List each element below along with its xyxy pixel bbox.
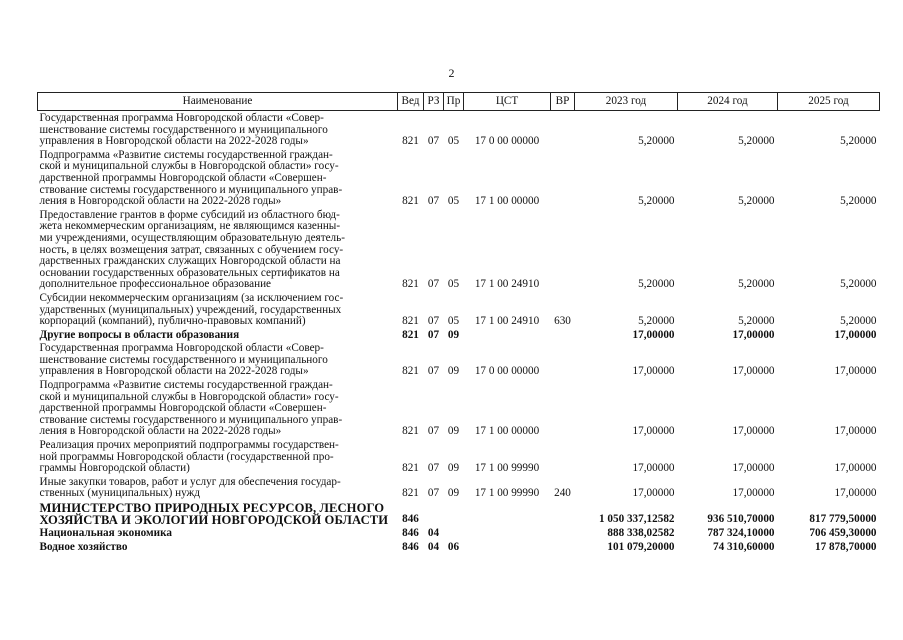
row-vr [551,540,575,554]
row-2025: 17,00000 [834,487,877,500]
row-ved: 846 [402,527,419,539]
row-ved: 821 [402,462,419,475]
row-ved: 846 [402,513,419,526]
header-ved: Вед [398,93,424,111]
header-rz: РЗ [424,93,444,111]
row-rz: 04 [427,527,440,539]
row-2023: 101 079,20000 [607,540,675,553]
table-row [38,148,880,208]
row-vr [551,378,575,438]
row-ved: 821 [402,135,419,148]
row-2023: 888 338,02582 [607,527,675,539]
row-cst [464,526,551,540]
header-2023: 2023 год [575,93,678,111]
row-name: Подпрограмма «Развитие системы государственной граждан- ской и муниципальной службы в Новгородской области» госу- дарственной программы Новгородской области «Совершен- ствование системы государственного и муниципального управ- ления в Новгородской области на 2022-2028 годы» [39,379,343,438]
row-ved: 821 [402,328,419,341]
row-vr [551,341,575,378]
row-ved: 846 [402,540,419,553]
row-2024: 5,20000 [738,315,775,328]
row-name: Государственная программа Новгородской области «Совер- шенствование системы государственного и муниципального управления в Новгородской области на 2022-2028 годы» [39,342,328,378]
row-2023: 5,20000 [638,135,675,148]
row-ved: 821 [402,195,419,208]
row-ved: 821 [402,425,419,438]
row-2024: 787 324,10000 [707,527,775,539]
row-rz: 07 [427,195,440,208]
row-2023: 17,00000 [632,487,675,500]
row-2024: 5,20000 [738,135,775,148]
row-cst [464,500,551,526]
row-vr [551,526,575,540]
row-cst [464,540,551,554]
row-2023: 17,00000 [632,425,675,438]
row-vr: 630 [554,315,571,328]
table-row [38,475,880,500]
table-row [38,208,880,291]
table-row [38,111,880,148]
row-name: Иные закупки товаров, работ и услуг для обеспечения государ- ственных (муниципальных) нужд [39,475,341,500]
row-name: Национальная экономика [39,527,172,539]
row-2025: 5,20000 [840,278,877,291]
row-2025: 17,00000 [834,365,877,378]
row-2023: 1 050 337,12582 [598,513,675,526]
row-rz: 04 [427,540,440,553]
row-pr: 09 [447,462,460,475]
row-2025: 817 779,50000 [809,513,877,526]
row-2025: 17,00000 [834,425,877,438]
row-2025: 17 878,70000 [814,540,877,553]
row-2024: 17,00000 [732,487,775,500]
row-2025: 17,00000 [834,462,877,475]
row-ved: 821 [402,487,419,500]
header-pr: Пр [444,93,464,111]
row-pr: 09 [447,487,460,500]
row-name: Реализация прочих мероприятий подпрограммы государствен- ной программы Новгородской области (государственной про- граммы Новгородской области) [39,439,339,475]
row-2024: 17,00000 [732,425,775,438]
row-rz [424,500,444,526]
header-2025: 2025 год [778,93,880,111]
row-vr [551,208,575,291]
row-2024: 74 310,60000 [712,540,775,553]
row-cst: 17 1 00 24910 [474,315,540,328]
header-cst: ЦСТ [464,93,551,111]
table-row [38,341,880,378]
row-2024: 17,00000 [732,365,775,378]
row-name: Государственная программа Новгородской области «Совер- шенствование системы государственного и муниципального управления в Новгородской области на 2022-2028 годы» [39,112,328,148]
row-2024: 5,20000 [738,195,775,208]
row-ved: 821 [402,315,419,328]
row-ved: 821 [402,365,419,378]
row-rz: 07 [427,365,440,378]
page-number: 2 [448,66,455,80]
row-2023: 5,20000 [638,195,675,208]
row-pr: 05 [447,278,460,291]
row-pr: 09 [447,425,460,438]
row-rz: 07 [427,462,440,475]
row-vr [551,111,575,148]
row-pr: 05 [447,315,460,328]
row-pr: 09 [447,328,460,341]
row-rz: 07 [427,278,440,291]
row-cst: 17 1 00 00000 [474,425,540,438]
budget-table [37,92,880,553]
row-2023: 17,00000 [632,328,675,341]
table-header [38,93,880,111]
row-2023: 5,20000 [638,315,675,328]
row-2025: 5,20000 [840,315,877,328]
row-name: Другие вопросы в области образования [39,328,240,341]
table-row [38,291,880,328]
row-2023: 17,00000 [632,462,675,475]
header-name: Наименование [38,93,398,111]
row-pr [444,500,464,526]
row-cst: 17 1 00 99990 [474,487,540,500]
row-pr: 05 [447,135,460,148]
row-name: Подпрограмма «Развитие системы государственной граждан- ской и муниципальной службы в Новгородской области» госу- дарственной программы Новгородской области «Совершен- ствование системы государственного и муниципального управ- ления в Новгородской области на 2022-2028 годы» [39,148,343,208]
row-2024: 17,00000 [732,462,775,475]
row-vr [551,148,575,208]
table-row [38,328,880,342]
header-vr: ВР [551,93,575,111]
row-rz: 07 [427,487,440,500]
row-vr [551,500,575,526]
row-pr: 05 [447,195,460,208]
table-row [38,438,880,475]
row-name: Предоставление грантов в форме субсидий из областного бюд- жета некоммерческим организациям, не являющимся казенны- ми учреждениями, осуществляющим образовательную деятель- ность, в целях возмещения затрат, связанных с обучением госу- дарственных гражданских служащих Новгородской области на основании государственных образовательных сертификатов на дополнительное профессиональное образование [39,208,345,291]
row-cst: 17 1 00 99990 [474,462,540,475]
row-rz: 07 [427,425,440,438]
row-cst [464,328,551,342]
table-body [38,111,880,554]
row-name: Водное хозяйство [39,540,128,553]
row-2025: 5,20000 [840,195,877,208]
row-2023: 17,00000 [632,365,675,378]
row-2024: 5,20000 [738,278,775,291]
row-2025: 5,20000 [840,135,877,148]
row-rz: 07 [427,315,440,328]
row-2023: 5,20000 [638,278,675,291]
row-pr [444,526,464,540]
row-cst: 17 0 00 00000 [474,135,540,148]
row-vr [551,438,575,475]
row-cst: 17 1 00 00000 [474,195,540,208]
table-row [38,500,880,526]
header-2024: 2024 год [678,93,778,111]
row-rz: 07 [427,328,440,341]
row-2025: 17,00000 [834,328,877,341]
row-2024: 17,00000 [732,328,775,341]
row-vr: 240 [554,487,571,500]
row-name: Субсидии некоммерческим организациям (за исключением гос- ударственных (муниципальных) учреждений, государственных корпораций (компаний), публично-правовых компаний) [39,291,344,328]
table-row [38,526,880,540]
row-ved: 821 [402,278,419,291]
row-cst: 17 0 00 00000 [474,365,540,378]
row-name: МИНИСТЕРСТВО ПРИРОДНЫХ РЕСУРСОВ, ЛЕСНОГО ХОЗЯЙСТВА И ЭКОЛОГИИ НОВГОРОДСКОЙ ОБЛАСТИ [39,501,389,527]
row-2024: 936 510,70000 [707,513,775,526]
row-cst: 17 1 00 24910 [474,278,540,291]
row-vr [551,328,575,342]
row-rz: 07 [427,135,440,148]
table-row [38,378,880,438]
row-pr: 09 [447,365,460,378]
row-2025: 706 459,30000 [809,527,877,539]
table-row [38,540,880,554]
row-pr: 06 [447,540,460,553]
